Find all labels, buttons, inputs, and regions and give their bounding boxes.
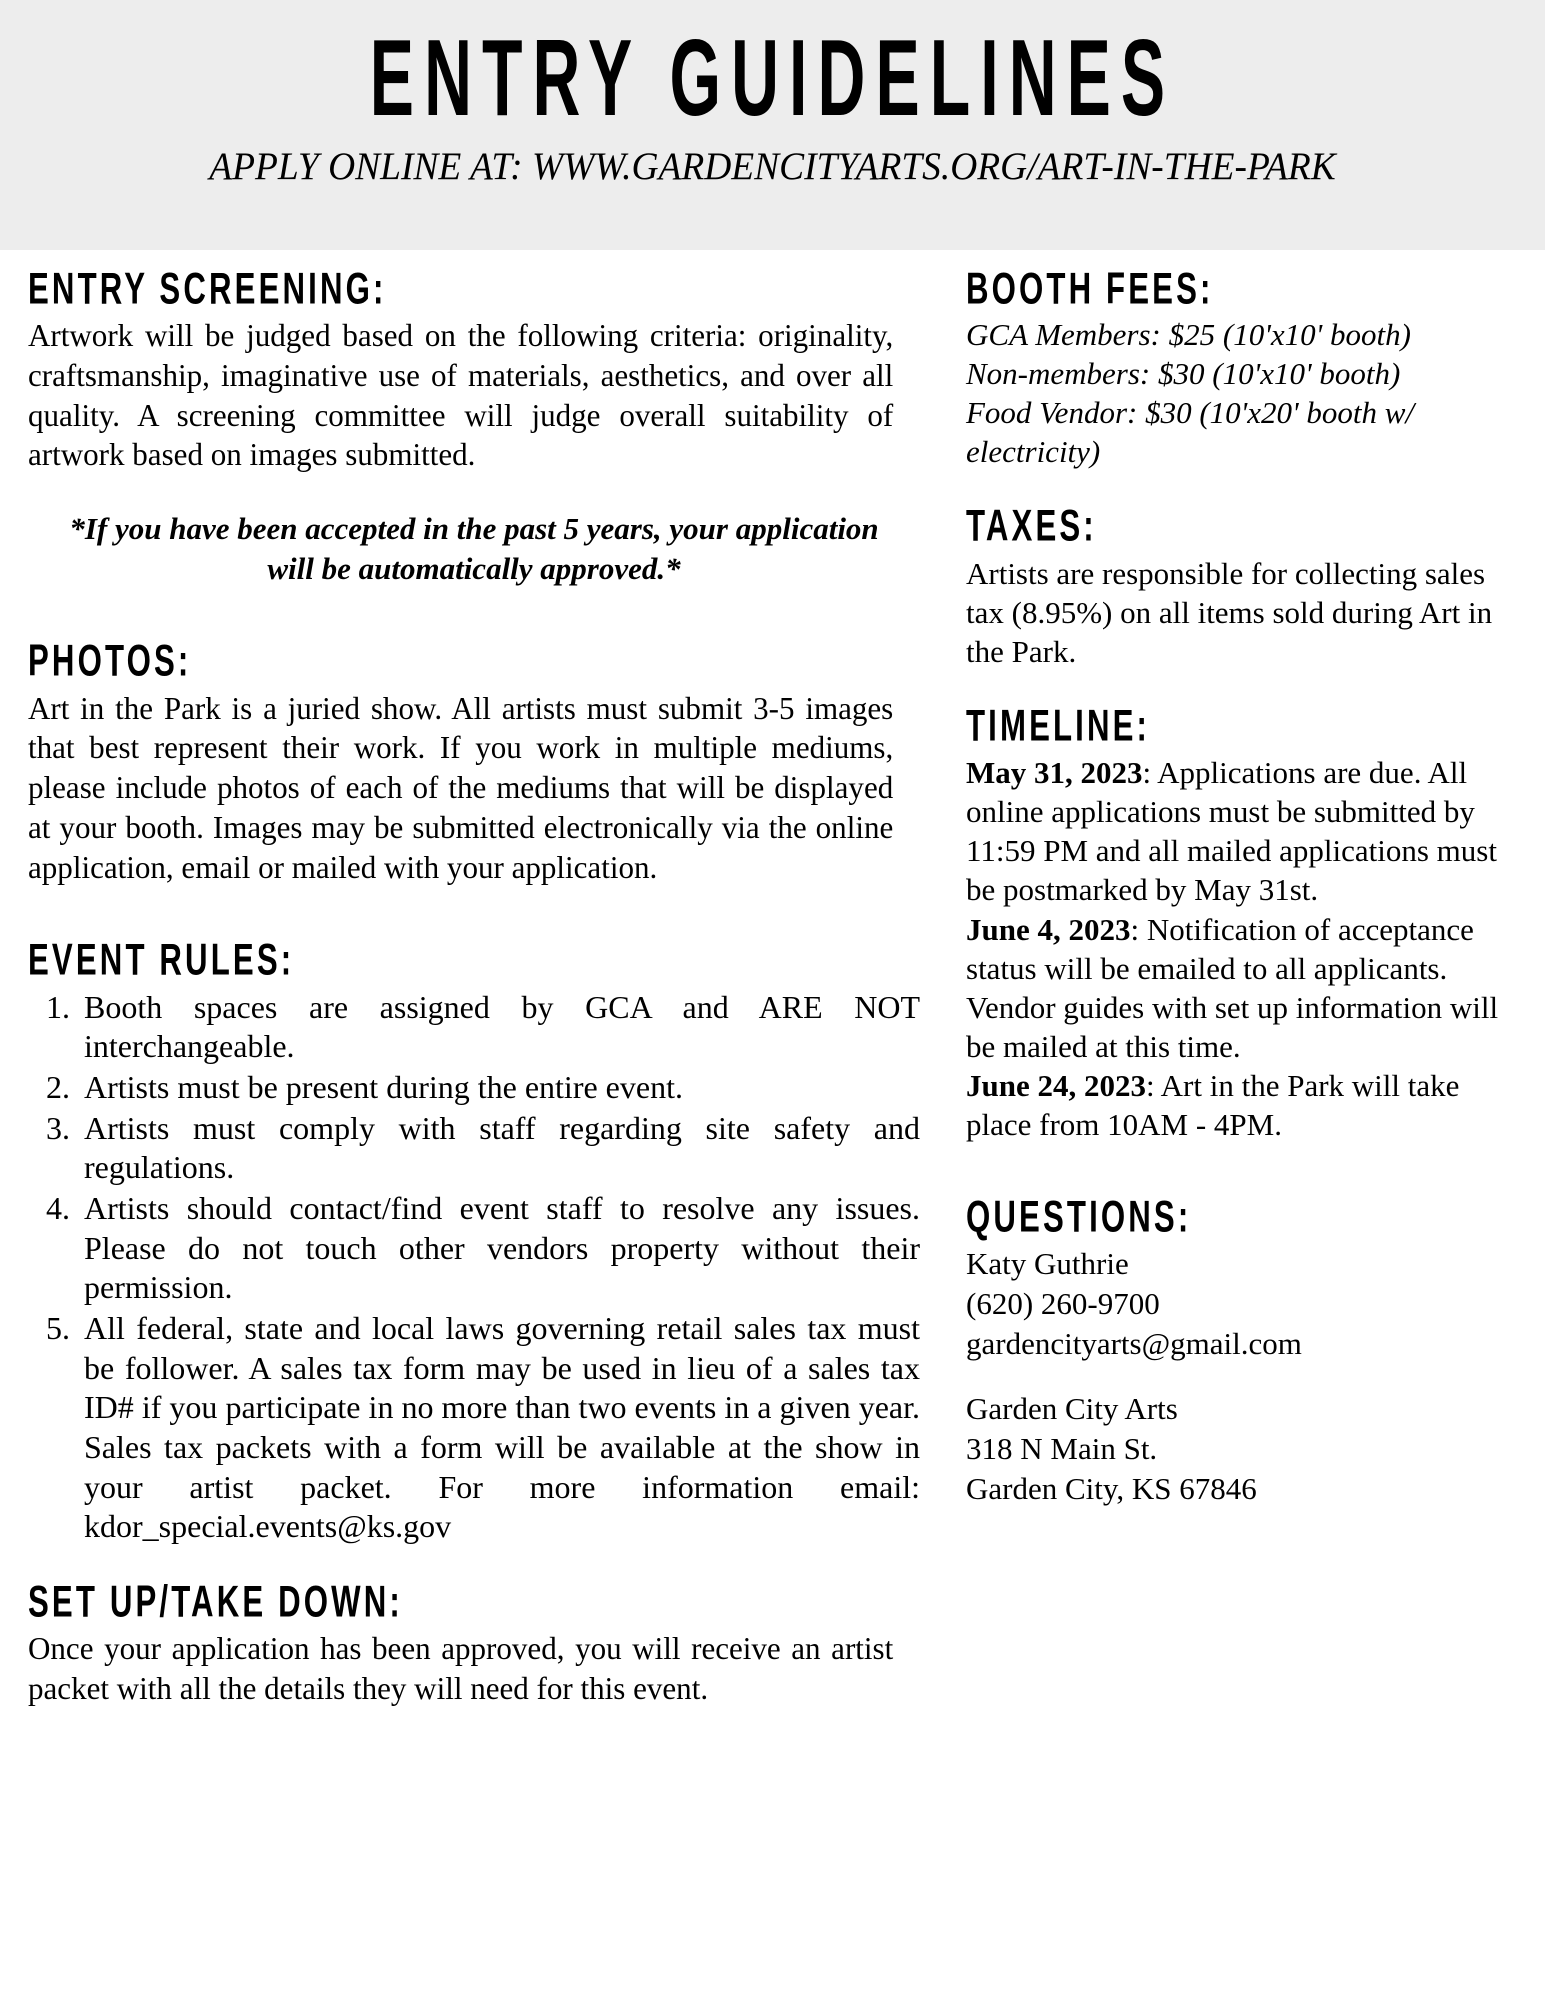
section-set-up-take-down bbox=[28, 1577, 920, 1709]
entry-screening-callout: *If you have been accepted in the past 5 years, your application will be automatically approved.* bbox=[69, 511, 879, 586]
set-up-take-down-body: Once your application has been approved, you will receive an artist packet with all the details they will need for this event. bbox=[28, 1630, 894, 1707]
booth-fee-line: Non-members: $30 (10'x10' booth) bbox=[966, 356, 1401, 392]
taxes-body: Artists are responsible for collecting sales tax (8.95%) on all items sold during Art in the Park. bbox=[966, 555, 1493, 669]
org-street: 318 N Main St. bbox=[966, 1430, 1158, 1466]
section-entry-screening bbox=[28, 264, 920, 588]
spacer bbox=[966, 1363, 1523, 1389]
section-booth-fees bbox=[966, 264, 1523, 471]
timeline-date: June 24, 2023 bbox=[966, 1067, 1146, 1103]
set-up-take-down-heading: SET UP/TAKE DOWN: bbox=[28, 1577, 403, 1627]
contact-name: Katy Guthrie bbox=[966, 1246, 1129, 1282]
booth-fee-line: Food Vendor: $30 (10'x20' booth w/ electricity) bbox=[966, 394, 1415, 469]
left-column bbox=[28, 264, 948, 1709]
content-columns bbox=[0, 250, 1545, 1709]
questions-heading: QUESTIONS: bbox=[966, 1192, 1192, 1242]
list-item: 2. Artists must be present during the entire event. bbox=[78, 1068, 920, 1108]
taxes-heading: TAXES: bbox=[966, 501, 1097, 552]
apply-online-url: APPLY ONLINE AT: WWW.GARDENCITYARTS.ORG/ART-IN-THE-PARK bbox=[209, 145, 1336, 188]
list-item: 3. Artists must comply with staff regarding site safety and regulations. bbox=[78, 1109, 920, 1188]
booth-fees-heading: BOOTH FEES: bbox=[966, 264, 1214, 314]
timeline-date: May 31, 2023 bbox=[966, 755, 1143, 791]
right-column bbox=[948, 264, 1523, 1709]
timeline-entry bbox=[966, 910, 1523, 1066]
timeline-entry bbox=[966, 1066, 1523, 1144]
photos-body: Art in the Park is a juried show. All artists must submit 3-5 images that best represent their work. If you work in multiple mediums, please include photos of each of the mediums that will be displayed at your booth. Images may be submitted electronically via the online application, email or mailed with your application. bbox=[28, 689, 894, 885]
list-item: 1. Booth spaces are assigned by GCA and ARE NOT interchangeable. bbox=[78, 988, 920, 1067]
booth-fee-line: GCA Members: $25 (10'x10' booth) bbox=[966, 317, 1411, 353]
contact-email[interactable]: gardencityarts@gmail.com bbox=[966, 1325, 1302, 1361]
page-title: ENTRY GUIDELINES bbox=[369, 18, 1176, 139]
list-item: 4. Artists should contact/find event staff to resolve any issues. Please do not touch other vendors property without their permission. bbox=[78, 1189, 920, 1308]
photos-heading: PHOTOS: bbox=[28, 636, 192, 687]
entry-screening-body: Artwork will be judged based on the following criteria: originality, craftsmanship, imaginative use of materials, aesthetics, and over all quality. A screening committee will judge overall suitability of artwork based on images submitted. bbox=[28, 317, 894, 473]
org-name: Garden City Arts bbox=[966, 1391, 1178, 1427]
event-rules-heading: EVENT RULES: bbox=[28, 935, 295, 985]
timeline-entry bbox=[966, 753, 1523, 909]
page-header bbox=[0, 0, 1545, 250]
section-questions bbox=[966, 1192, 1523, 1508]
section-timeline bbox=[966, 701, 1523, 1144]
timeline-text: : Applications are due. All online applications must be submitted by 11:59 PM and all mailed applications must be postmarked by May 31st. bbox=[966, 755, 1497, 908]
contact-phone[interactable]: (620) 260-9700 bbox=[966, 1285, 1160, 1321]
timeline-text: : Notification of acceptance status will be emailed to all applicants. Vendor guides with set up information will be mailed at this time. bbox=[966, 911, 1499, 1064]
event-rules-list bbox=[28, 988, 920, 1547]
entry-screening-heading: ENTRY SCREENING: bbox=[28, 264, 387, 314]
timeline-text: : Art in the Park will take place from 10AM - 4PM. bbox=[966, 1067, 1460, 1142]
section-taxes bbox=[966, 501, 1523, 671]
section-photos bbox=[28, 636, 920, 887]
timeline-heading: TIMELINE: bbox=[966, 701, 1151, 751]
section-event-rules bbox=[28, 935, 920, 1547]
timeline-date: June 4, 2023 bbox=[966, 911, 1131, 947]
list-item: 5. All federal, state and local laws governing retail sales tax must be follower. A sales tax form may be used in lieu of a sales tax ID# if you participate in no more than two events in a given year. Sales tax packets with a form will be available at the show in your artist packet. For more information email: kdor_special.events@ks.gov bbox=[78, 1309, 920, 1547]
org-city-state-zip: Garden City, KS 67846 bbox=[966, 1470, 1257, 1506]
